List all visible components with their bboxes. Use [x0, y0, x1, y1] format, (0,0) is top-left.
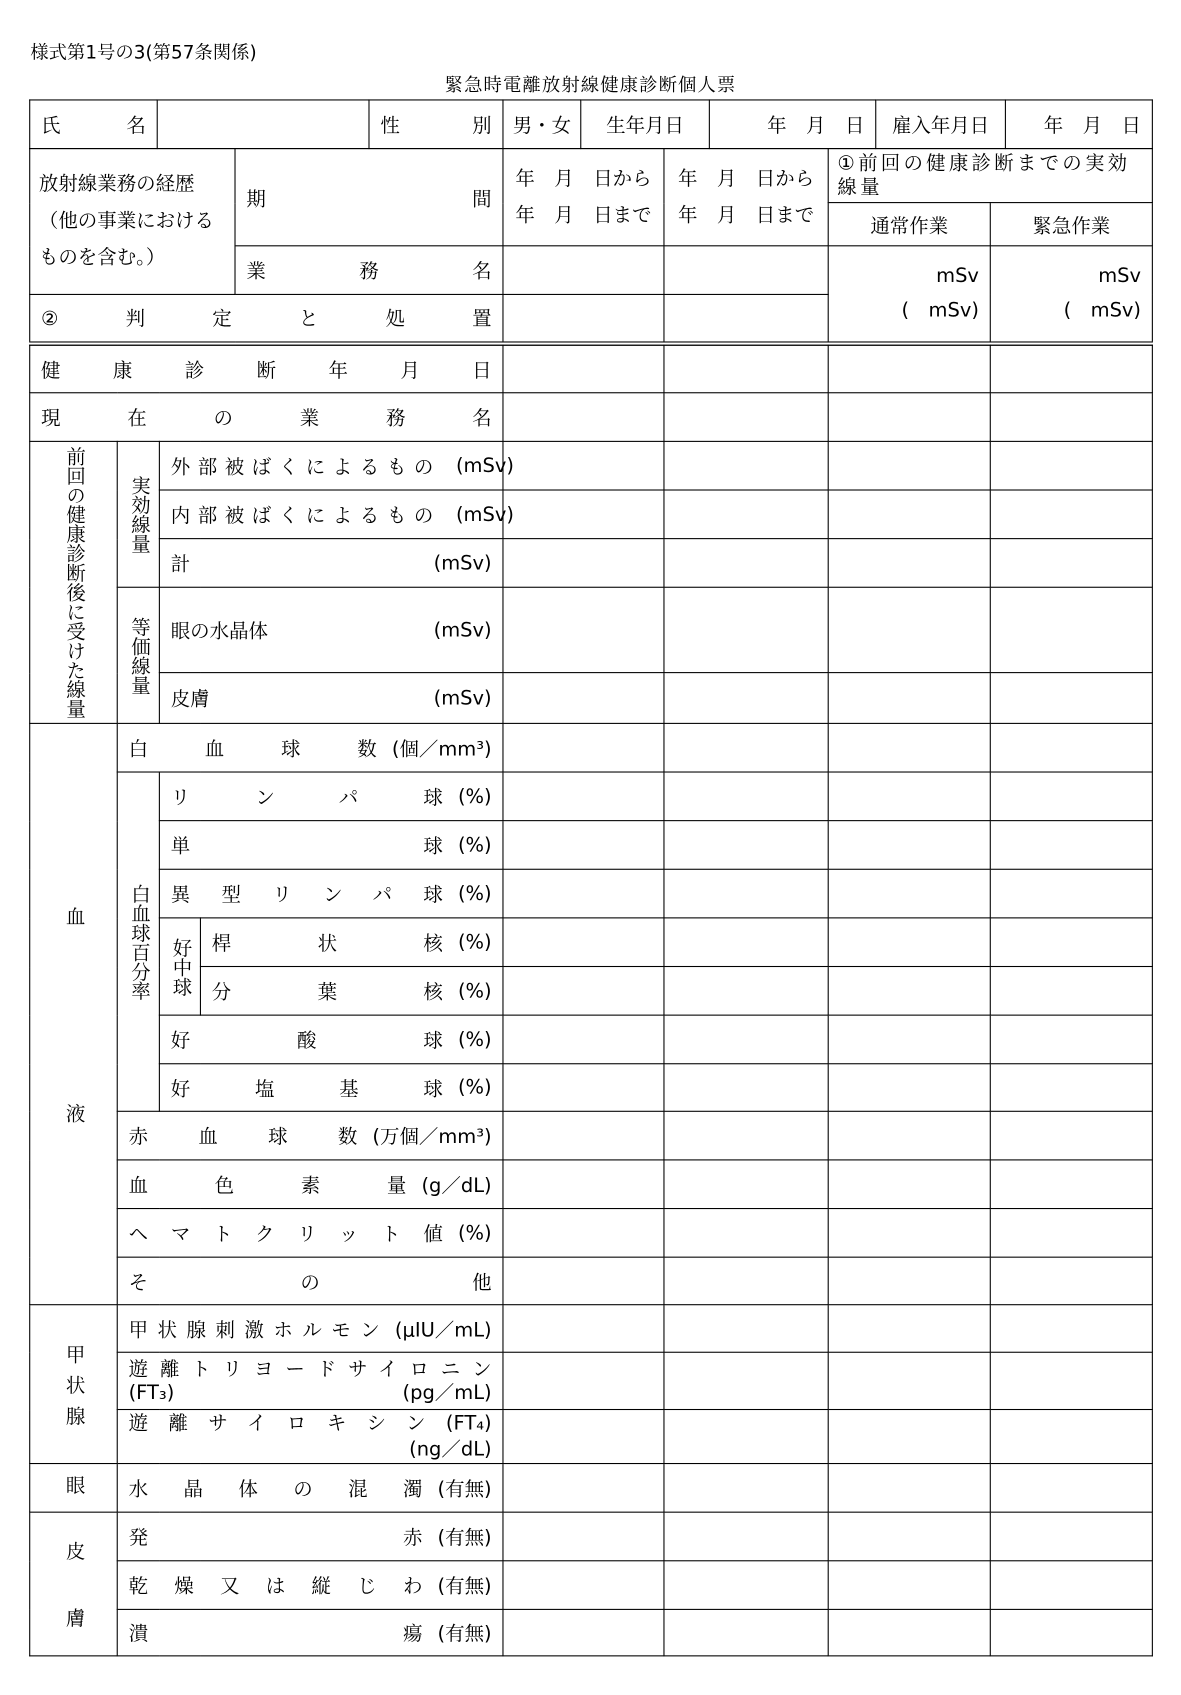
row-label — [159, 821, 503, 870]
data-cell[interactable] — [503, 772, 664, 821]
thyroid-group-label: 甲状腺 — [30, 1305, 118, 1464]
neutrophil-label: 好中球 — [159, 918, 200, 1015]
msv-unit: mSv — [1098, 264, 1142, 288]
label-text: 白血球数 — [128, 737, 377, 761]
data-cell[interactable] — [664, 1561, 828, 1610]
row-label — [159, 1064, 503, 1112]
row-label — [117, 1609, 503, 1655]
data-cell[interactable] — [990, 1410, 1152, 1464]
row-label — [159, 441, 514, 490]
exam-results-table — [29, 345, 1153, 1657]
data-cell[interactable] — [990, 723, 1152, 772]
wbc-differential-label: 白血球百分率 — [117, 772, 159, 1111]
row-label — [117, 1410, 503, 1464]
table-row — [30, 1064, 1153, 1112]
data-cell[interactable] — [664, 1257, 828, 1305]
data-cell[interactable] — [828, 723, 990, 772]
unit-text: (mSv) — [455, 454, 514, 478]
msv-unit-paren: ( mSv) — [901, 299, 979, 322]
row-label — [117, 1512, 503, 1561]
data-cell[interactable] — [664, 1352, 828, 1409]
data-cell[interactable] — [664, 1609, 828, 1655]
unit-text: (%) — [457, 1028, 492, 1051]
table-row — [30, 1305, 1153, 1353]
data-cell[interactable] — [828, 1257, 990, 1305]
data-cell[interactable] — [503, 1305, 664, 1353]
data-cell[interactable] — [503, 539, 664, 588]
data-cell[interactable] — [664, 441, 828, 490]
row-label — [159, 490, 514, 539]
data-cell[interactable] — [664, 673, 828, 724]
form-number: 様式第1号の3(第57条関係) — [30, 42, 257, 64]
data-cell[interactable] — [828, 821, 990, 870]
birth-date-label: 生年月日 — [581, 100, 710, 149]
data-cell[interactable] — [990, 539, 1152, 588]
data-cell[interactable] — [990, 1111, 1152, 1160]
table-row — [30, 918, 1153, 967]
table-row — [30, 441, 1153, 490]
skin-group-label: 皮膚 — [30, 1512, 118, 1656]
data-cell[interactable] — [828, 393, 990, 442]
data-cell[interactable] — [503, 1410, 664, 1464]
name-label: 氏名 — [30, 100, 157, 149]
data-cell[interactable] — [664, 1410, 828, 1464]
data-cell[interactable] — [664, 587, 828, 672]
data-cell[interactable] — [828, 673, 990, 724]
data-cell[interactable] — [503, 967, 664, 1016]
data-cell[interactable] — [828, 1209, 990, 1258]
data-cell[interactable] — [990, 1512, 1152, 1561]
table-row — [30, 772, 1153, 821]
unit-text: (g／dL) — [421, 1174, 492, 1198]
sex-options[interactable]: 男・女 — [503, 100, 581, 149]
data-cell[interactable] — [828, 1561, 990, 1610]
data-cell[interactable] — [990, 1015, 1152, 1064]
data-cell[interactable] — [664, 1305, 828, 1353]
period-from: 年 月 日から — [515, 166, 652, 190]
data-cell[interactable] — [990, 345, 1152, 393]
row-label — [117, 723, 503, 772]
unit-text: (mSv) — [455, 502, 514, 526]
data-cell[interactable] — [664, 1464, 828, 1513]
data-cell[interactable] — [664, 723, 828, 772]
unit-text: (有無) — [437, 1622, 492, 1646]
table-row — [30, 821, 1153, 870]
row-label — [159, 869, 503, 918]
normal-work-dose-field[interactable] — [828, 246, 990, 343]
msv-unit-paren: ( mSv) — [1063, 299, 1142, 322]
data-cell[interactable] — [503, 587, 664, 672]
label-text: 異型リンパ球 — [170, 883, 443, 907]
row-label — [117, 1464, 503, 1513]
sex-label: 性別 — [369, 100, 503, 149]
data-cell[interactable] — [990, 1209, 1152, 1258]
data-cell[interactable] — [828, 967, 990, 1016]
data-cell[interactable] — [990, 587, 1152, 672]
data-cell[interactable] — [503, 1512, 664, 1561]
emergency-work-dose-field[interactable] — [990, 246, 1152, 343]
data-cell[interactable] — [664, 1064, 828, 1112]
data-cell[interactable] — [503, 345, 664, 393]
data-cell[interactable] — [664, 1015, 828, 1064]
unit-text: (有無) — [437, 1526, 492, 1550]
row-label — [117, 1209, 503, 1258]
period-field-2[interactable] — [664, 149, 828, 246]
label-text: 血色素量 — [128, 1174, 407, 1198]
unit-text: (有無) — [437, 1575, 492, 1599]
unit-text: (%) — [457, 784, 492, 808]
data-cell[interactable] — [990, 1257, 1152, 1305]
data-cell[interactable] — [503, 1561, 664, 1610]
data-cell[interactable] — [503, 1609, 664, 1655]
job-name-label: 業務名 — [235, 246, 503, 295]
data-cell[interactable] — [828, 539, 990, 588]
data-cell[interactable] — [503, 1064, 664, 1112]
data-cell[interactable] — [828, 1410, 990, 1464]
row-label — [159, 772, 503, 821]
label-text: 現在の業務名 — [41, 407, 492, 431]
data-cell[interactable] — [828, 1064, 990, 1112]
data-cell[interactable] — [828, 1111, 990, 1160]
unit-text: (mSv) — [433, 618, 492, 642]
emergency-work-label: 緊急作業 — [990, 203, 1152, 246]
data-cell[interactable] — [664, 1160, 828, 1209]
data-cell[interactable] — [503, 869, 664, 918]
data-cell[interactable] — [990, 441, 1152, 490]
name-field[interactable] — [157, 100, 369, 149]
label-text: 遊離サイロキシン(FT₄) — [128, 1411, 492, 1435]
data-cell[interactable] — [503, 821, 664, 870]
data-cell[interactable] — [990, 673, 1152, 724]
judgment-field-2[interactable] — [664, 294, 828, 343]
data-cell[interactable] — [828, 345, 990, 393]
period-from: 年 月 日から — [678, 166, 815, 190]
row-label — [117, 1352, 503, 1409]
form-title: 緊急時電離放射線健康診断個人票 — [444, 74, 737, 97]
data-cell[interactable] — [828, 772, 990, 821]
hire-date-label: 雇入年月日 — [876, 100, 1006, 149]
table-row — [30, 1609, 1153, 1655]
unit-text: (μIU／mL) — [394, 1318, 492, 1342]
job-name-field-2[interactable] — [664, 246, 828, 295]
work-history-table — [29, 148, 1153, 345]
row-label — [200, 918, 503, 967]
data-cell[interactable] — [828, 1015, 990, 1064]
birth-date-field[interactable]: 年 月 日 — [709, 100, 875, 149]
label-text: 発赤 — [128, 1526, 423, 1550]
data-cell[interactable] — [503, 1257, 664, 1305]
label-text: その他 — [128, 1271, 492, 1294]
row-label — [200, 967, 503, 1016]
label-text: 甲状腺刺激ホルモン — [128, 1318, 380, 1342]
table-row — [30, 1160, 1153, 1209]
unit-text: (万個／mm³) — [372, 1125, 492, 1149]
msv-unit: mSv — [936, 264, 979, 288]
job-name-field-1[interactable] — [503, 246, 664, 295]
equivalent-dose-label: 等価線量 — [117, 587, 159, 723]
unit-text: (%) — [457, 930, 492, 954]
data-cell[interactable] — [503, 393, 664, 442]
row-label — [159, 673, 503, 724]
data-cell[interactable] — [503, 673, 664, 724]
label-text: 桿状核 — [211, 932, 443, 956]
label-text: 眼の水晶体 — [170, 620, 268, 643]
label-text: 水晶体の混濁 — [128, 1478, 423, 1501]
table-row — [30, 1561, 1153, 1610]
table-row — [30, 1257, 1153, 1305]
data-cell[interactable] — [990, 918, 1152, 967]
data-cell[interactable] — [664, 1512, 828, 1561]
data-cell[interactable] — [664, 393, 828, 442]
label-text: 潰瘍 — [128, 1622, 423, 1646]
prior-dose-header: ①前回の健康診断までの実効線量 — [828, 149, 1152, 203]
personal-info-table — [29, 99, 1153, 149]
label-text: リンパ球 — [170, 786, 443, 810]
data-cell[interactable] — [503, 1111, 664, 1160]
table-row — [30, 393, 1153, 442]
data-cell[interactable] — [828, 490, 990, 539]
label-text: 乾燥又は縦じわ — [128, 1575, 423, 1599]
normal-work-label: 通常作業 — [828, 203, 990, 246]
table-row — [30, 869, 1153, 918]
row-label — [159, 539, 503, 588]
label-text: 好酸球 — [170, 1029, 443, 1053]
period-field-1[interactable] — [503, 149, 664, 246]
table-row — [30, 490, 1153, 539]
data-cell[interactable] — [503, 918, 664, 967]
data-cell[interactable] — [503, 1209, 664, 1258]
unit-text: (個／mm³) — [391, 737, 492, 761]
row-label — [117, 1561, 503, 1610]
row-label — [30, 393, 503, 442]
data-cell[interactable] — [664, 918, 828, 967]
label-sub: (FT₃) — [128, 1381, 175, 1405]
data-cell[interactable] — [664, 1111, 828, 1160]
data-cell[interactable] — [828, 869, 990, 918]
data-cell[interactable] — [828, 1464, 990, 1513]
unit-text: (mSv) — [433, 686, 492, 710]
period-to: 年 月 日まで — [678, 203, 815, 227]
row-label — [117, 1305, 503, 1353]
data-cell[interactable] — [990, 393, 1152, 442]
data-cell[interactable] — [990, 1609, 1152, 1655]
data-cell[interactable] — [990, 1064, 1152, 1112]
data-cell[interactable] — [664, 772, 828, 821]
data-cell[interactable] — [990, 490, 1152, 539]
data-cell[interactable] — [990, 772, 1152, 821]
data-cell[interactable] — [664, 1209, 828, 1258]
work-history-label: 放射線業務の経歴（他の事業におけるものを含む。） — [30, 149, 235, 295]
row-label — [30, 345, 503, 393]
data-cell[interactable] — [503, 723, 664, 772]
table-row — [30, 1352, 1153, 1409]
data-cell[interactable] — [664, 539, 828, 588]
label-text: 皮膚 — [170, 688, 210, 711]
data-cell[interactable] — [828, 1609, 990, 1655]
table-row — [30, 1410, 1153, 1464]
data-cell[interactable] — [990, 1561, 1152, 1610]
data-cell[interactable] — [828, 441, 990, 490]
table-row — [30, 1209, 1153, 1258]
period-to: 年 月 日まで — [515, 203, 652, 227]
data-cell[interactable] — [664, 967, 828, 1016]
data-cell[interactable] — [503, 1160, 664, 1209]
eye-group-label: 眼 — [30, 1464, 118, 1513]
unit-text: (%) — [457, 979, 492, 1003]
data-cell[interactable] — [828, 1160, 990, 1209]
data-cell[interactable] — [828, 1305, 990, 1353]
row-label — [117, 1111, 503, 1160]
label-text: 分葉核 — [211, 981, 443, 1004]
row-label — [117, 1257, 503, 1305]
label-text: 計 — [170, 553, 191, 576]
data-cell[interactable] — [503, 1464, 664, 1513]
label-text: 好塩基球 — [170, 1077, 443, 1101]
data-cell[interactable] — [990, 1305, 1152, 1353]
unit-text: (%) — [457, 1076, 492, 1099]
hire-date-field[interactable]: 年 月 日 — [1005, 100, 1152, 149]
row-label — [159, 1015, 503, 1064]
table-row — [30, 1015, 1153, 1064]
label-text: 単球 — [170, 835, 443, 858]
unit-text: (mSv) — [433, 551, 492, 575]
unit-text: (%) — [457, 1221, 492, 1245]
table-row — [30, 345, 1153, 393]
data-cell[interactable] — [664, 490, 828, 539]
unit-text: (%) — [457, 833, 492, 857]
table-row — [30, 673, 1153, 724]
label-text: 内部被ばくによるもの — [170, 504, 441, 528]
data-cell[interactable] — [828, 587, 990, 672]
table-row — [30, 1111, 1153, 1160]
table-row — [30, 723, 1153, 772]
unit-text: (有無) — [437, 1478, 492, 1501]
row-label — [159, 587, 503, 672]
effective-dose-label: 実効線量 — [117, 441, 159, 587]
data-cell[interactable] — [664, 869, 828, 918]
data-cell[interactable] — [664, 345, 828, 393]
period-label: 期間 — [235, 149, 503, 246]
data-cell[interactable] — [828, 1352, 990, 1409]
dose-after-group-label: 前回の健康診断後に受けた線量 — [30, 441, 118, 723]
data-cell[interactable] — [664, 821, 828, 870]
data-cell[interactable] — [990, 1160, 1152, 1209]
data-cell[interactable] — [990, 869, 1152, 918]
label-text: 健康診断年月日 — [41, 359, 492, 382]
table-row — [30, 1512, 1153, 1561]
label-text: ヘマトクリット値 — [128, 1223, 443, 1246]
data-cell[interactable] — [503, 1352, 664, 1409]
label-text: 赤血球数 — [128, 1125, 358, 1149]
data-cell[interactable] — [503, 490, 664, 539]
data-cell[interactable] — [828, 1512, 990, 1561]
data-cell[interactable] — [503, 1015, 664, 1064]
table-row — [30, 1464, 1153, 1513]
label-text: 外部被ばくによるもの — [170, 455, 441, 479]
unit-text: (ng／dL) — [409, 1437, 492, 1461]
data-cell[interactable] — [990, 821, 1152, 870]
data-cell[interactable] — [990, 1464, 1152, 1513]
table-row — [30, 587, 1153, 672]
data-cell[interactable] — [990, 967, 1152, 1016]
blood-group-label: 血液 — [30, 723, 118, 1304]
judgment-field-1[interactable] — [503, 294, 664, 343]
data-cell[interactable] — [503, 441, 664, 490]
data-cell[interactable] — [828, 918, 990, 967]
label-text: 遊離トリヨードサイロニン — [128, 1358, 492, 1381]
unit-text: (pg／mL) — [402, 1381, 492, 1405]
judgment-label: ②判定と処置 — [30, 294, 503, 343]
table-row — [30, 539, 1153, 588]
row-label — [117, 1160, 503, 1209]
unit-text: (%) — [457, 882, 492, 905]
data-cell[interactable] — [990, 1352, 1152, 1409]
